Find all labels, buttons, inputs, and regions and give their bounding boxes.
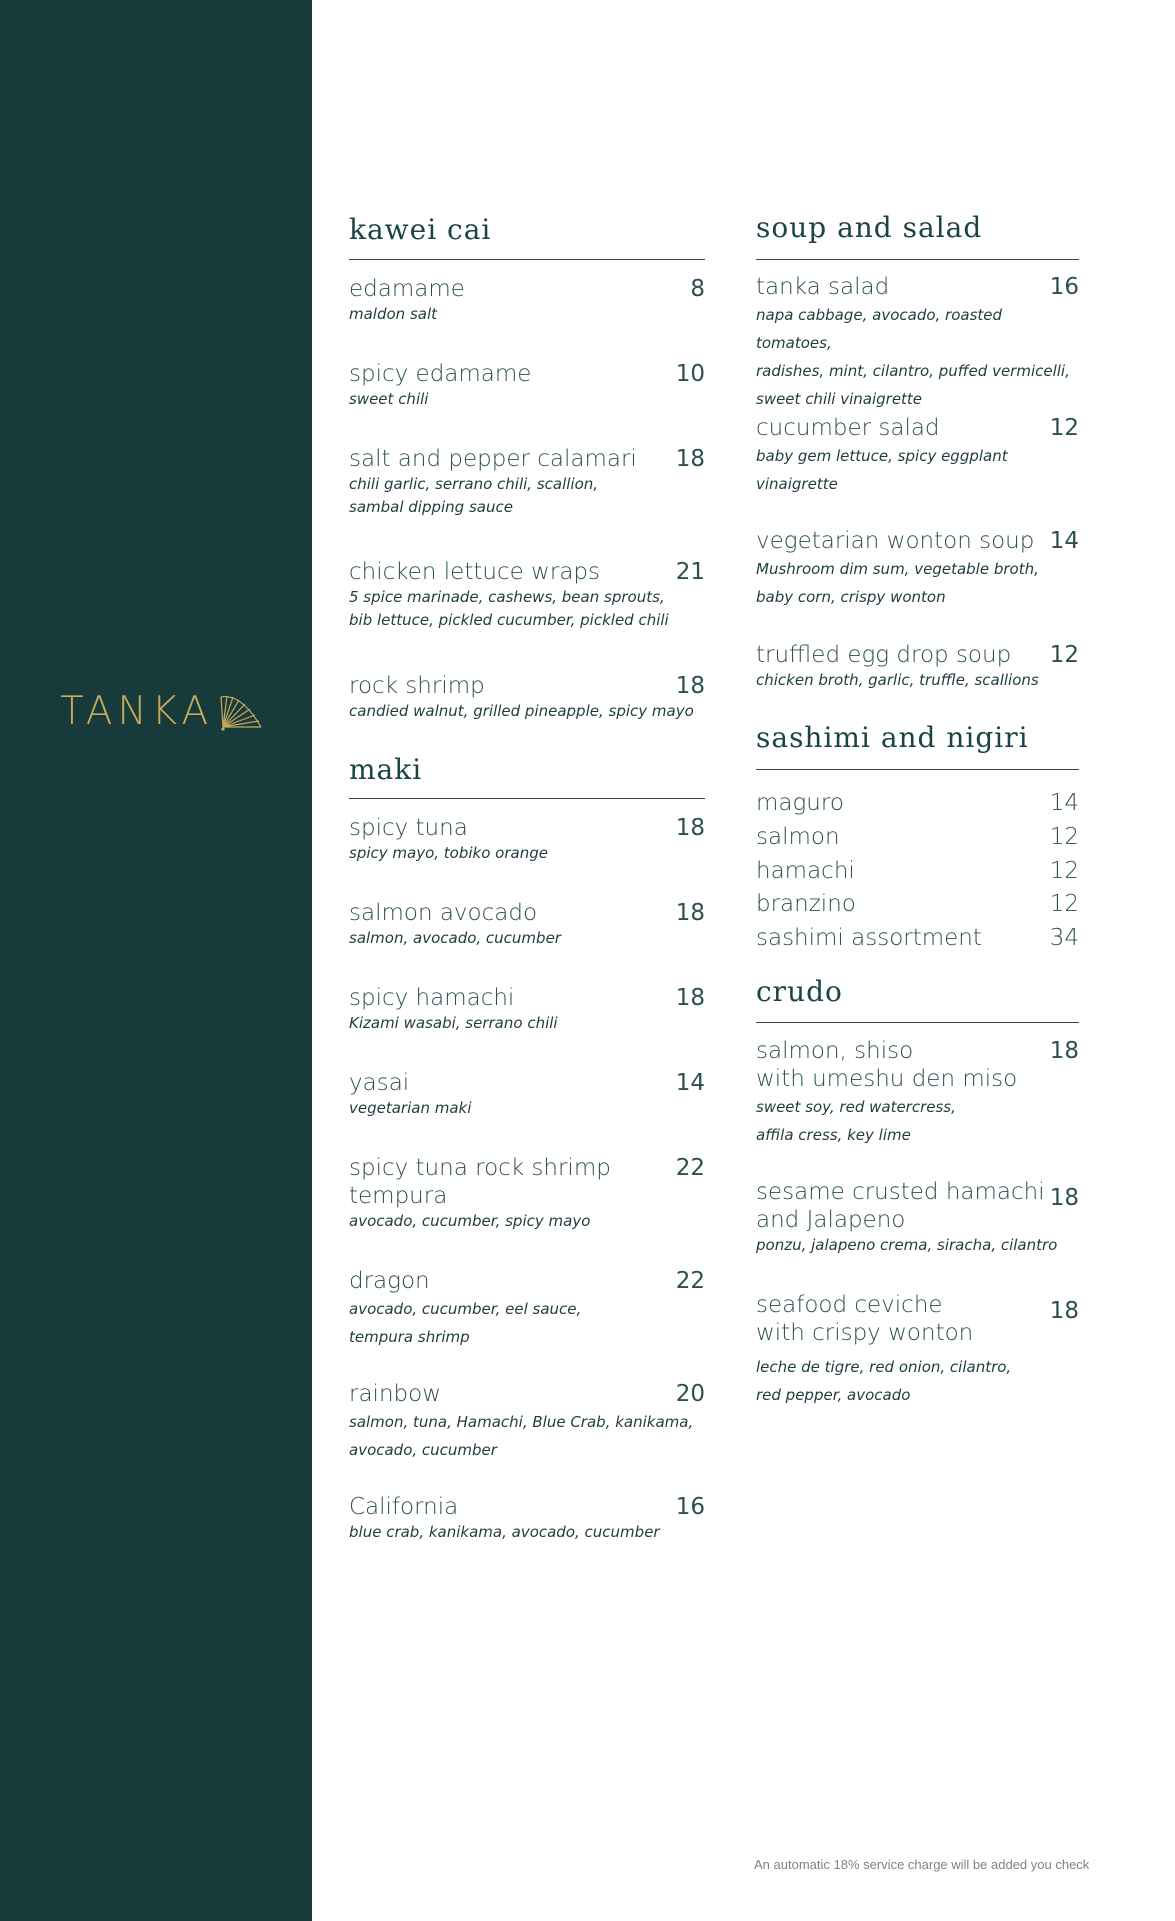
item-description: red pepper, avocado	[756, 1386, 911, 1404]
item-description: chili garlic, serrano chili, scallion,	[349, 475, 599, 493]
item-name: truffled egg drop soup	[756, 642, 1012, 668]
item-price: 16	[1049, 274, 1079, 300]
section-title-kawei-cai: kawei cai	[349, 213, 492, 246]
item-price: 18	[1049, 1298, 1079, 1324]
item-name: edamame	[349, 276, 465, 302]
item-name: maguro	[756, 790, 844, 816]
item-price: 8	[690, 276, 705, 302]
item-price: 14	[1049, 528, 1079, 554]
menu-item	[349, 1380, 705, 1464]
item-price: 12	[1049, 415, 1079, 441]
tanka-logo	[60, 686, 290, 736]
item-description: maldon salt	[349, 305, 438, 323]
sashimi-item	[756, 890, 1079, 918]
item-name: spicy edamame	[349, 361, 532, 387]
sashimi-item	[756, 857, 1079, 885]
section-title-crudo: crudo	[756, 975, 843, 1008]
item-name: salmon avocado	[349, 900, 538, 926]
item-name-line: spicy tuna rock shrimp	[349, 1155, 611, 1181]
item-description: napa cabbage, avocado, roasted tomatoes,	[756, 306, 1003, 352]
sashimi-item	[756, 789, 1079, 817]
item-description: tempura shrimp	[349, 1328, 470, 1346]
item-name: cucumber salad	[756, 415, 940, 441]
item-price: 18	[675, 985, 705, 1011]
item-price: 18	[1049, 1185, 1079, 1211]
item-description: radishes, mint, cilantro, puffed vermicelli,	[756, 362, 1070, 380]
section-divider	[756, 1022, 1079, 1023]
item-name: sashimi assortment	[756, 925, 982, 951]
menu-item	[349, 275, 705, 326]
item-name-line: sesame crusted hamachi	[756, 1179, 1045, 1205]
section-title-maki: maki	[349, 753, 423, 786]
item-price: 14	[675, 1070, 705, 1096]
menu-item	[349, 558, 705, 632]
section-title-sashimi-and-nigiri: sashimi and nigiri	[756, 721, 1029, 754]
item-description: bib lettuce, pickled cucumber, pickled chili	[349, 611, 669, 629]
section-divider	[349, 259, 705, 260]
section-title-soup-and-salad: soup and salad	[756, 211, 983, 244]
item-description: Kizami wasabi, serrano chili	[349, 1014, 558, 1032]
item-description: salmon, tuna, Hamachi, Blue Crab, kanikama,	[349, 1413, 694, 1431]
menu-item	[756, 1291, 1079, 1409]
menu-item	[756, 1037, 1079, 1149]
item-description: baby gem lettuce, spicy eggplant	[756, 447, 1008, 465]
item-description: avocado, cucumber, spicy mayo	[349, 1212, 591, 1230]
item-price: 14	[1049, 790, 1079, 816]
item-description: salmon, avocado, cucumber	[349, 929, 561, 947]
item-price: 12	[1049, 858, 1079, 884]
menu-item	[349, 1069, 705, 1120]
item-price: 22	[675, 1268, 705, 1294]
item-price: 18	[675, 815, 705, 841]
item-name-line: with umeshu den miso	[756, 1066, 1018, 1092]
item-price: 21	[675, 559, 705, 585]
menu-item	[349, 360, 705, 411]
item-name: vegetarian wonton soup	[756, 528, 1035, 554]
item-description: 5 spice marinade, cashews, bean sprouts,	[349, 588, 665, 606]
item-name: spicy hamachi	[349, 985, 515, 1011]
item-name	[756, 1178, 1045, 1234]
item-name: dragon	[349, 1268, 430, 1294]
menu-item	[349, 1267, 705, 1351]
item-name: rock shrimp	[349, 673, 485, 699]
item-description: blue crab, kanikama, avocado, cucumber	[349, 1523, 660, 1541]
menu-item	[756, 273, 1079, 413]
menu-item	[756, 641, 1079, 692]
item-description: chicken broth, garlic, truffle, scallions	[756, 671, 1039, 689]
item-name-line: seafood ceviche	[756, 1292, 943, 1318]
item-price: 12	[1049, 824, 1079, 850]
item-name: rainbow	[349, 1381, 441, 1407]
sashimi-item	[756, 924, 1079, 952]
service-charge-note: An automatic 18% service charge will be added you check	[754, 1857, 1090, 1872]
menu-item	[349, 445, 705, 519]
item-name	[756, 1037, 1017, 1093]
brand-sidebar	[0, 0, 312, 1921]
item-price: 18	[1049, 1038, 1079, 1064]
section-divider	[756, 259, 1079, 260]
menu-item	[349, 672, 705, 723]
item-price: 18	[675, 900, 705, 926]
item-name: hamachi	[756, 858, 855, 884]
menu-item	[756, 414, 1079, 498]
section-divider	[349, 798, 705, 799]
item-description: Mushroom dim sum, vegetable broth,	[756, 560, 1039, 578]
section-divider	[756, 769, 1079, 770]
item-description: affila cress, key lime	[756, 1126, 911, 1144]
item-name: tanka salad	[756, 274, 890, 300]
item-description: candied walnut, grilled pineapple, spicy mayo	[349, 702, 694, 720]
item-name: spicy tuna	[349, 815, 468, 841]
item-price: 16	[675, 1494, 705, 1520]
item-name-line: with crispy wonton	[756, 1320, 974, 1346]
item-description: avocado, cucumber	[349, 1441, 497, 1459]
item-description: sambal dipping sauce	[349, 498, 513, 516]
item-name: chicken lettuce wraps	[349, 559, 601, 585]
item-description: vegetarian maki	[349, 1099, 472, 1117]
item-price: 34	[1049, 925, 1079, 951]
item-price: 18	[675, 446, 705, 472]
item-name: California	[349, 1494, 459, 1520]
menu-item	[349, 814, 705, 865]
item-name	[756, 1291, 973, 1347]
item-price: 22	[675, 1155, 705, 1181]
item-name-line: and Jalapeno	[756, 1207, 906, 1233]
item-name: branzino	[756, 891, 856, 917]
menu-item	[349, 899, 705, 950]
sashimi-item	[756, 823, 1079, 851]
fan-icon	[215, 691, 265, 731]
item-description: baby corn, crispy wonton	[756, 588, 946, 606]
item-name-line: salmon, shiso	[756, 1038, 914, 1064]
item-price: 18	[675, 673, 705, 699]
item-name: yasai	[349, 1070, 410, 1096]
left-column	[349, 0, 705, 1921]
item-description: leche de tigre, red onion, cilantro,	[756, 1358, 1012, 1376]
item-price: 10	[675, 361, 705, 387]
item-description: spicy mayo, tobiko orange	[349, 844, 548, 862]
item-description: vinaigrette	[756, 475, 838, 493]
item-price: 12	[1049, 891, 1079, 917]
right-column	[756, 0, 1079, 1921]
menu-item	[756, 527, 1079, 611]
menu-item	[349, 1493, 705, 1544]
item-name-line: tempura	[349, 1183, 448, 1209]
item-price: 12	[1049, 642, 1079, 668]
item-name: salmon	[756, 824, 840, 850]
item-description: sweet soy, red watercress,	[756, 1098, 956, 1116]
item-name: salt and pepper calamari	[349, 446, 637, 472]
item-price: 20	[675, 1381, 705, 1407]
menu-item	[756, 1178, 1079, 1257]
item-description: avocado, cucumber, eel sauce,	[349, 1300, 582, 1318]
item-description: sweet chili vinaigrette	[756, 390, 923, 408]
logo-wordmark: TANKA	[60, 688, 214, 734]
menu-item	[349, 1154, 705, 1233]
item-name	[349, 1154, 611, 1210]
item-description: ponzu, jalapeno crema, siracha, cilantro	[756, 1236, 1058, 1254]
menu-item	[349, 984, 705, 1035]
item-description: sweet chili	[349, 390, 429, 408]
